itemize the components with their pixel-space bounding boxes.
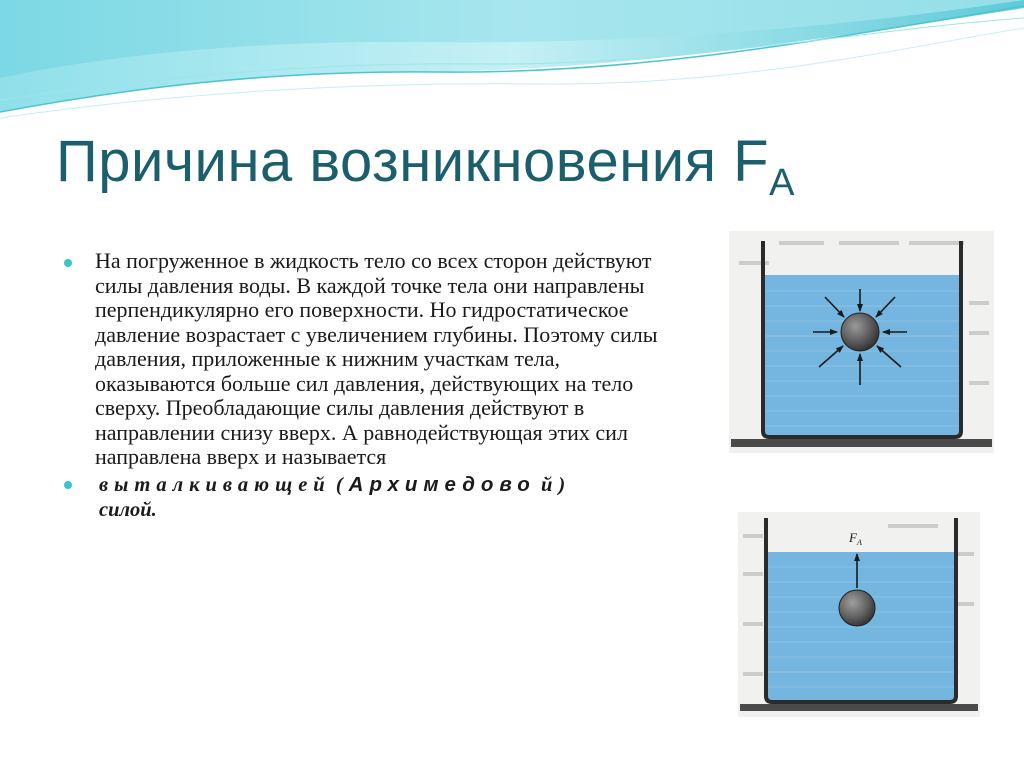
- bullet-marker-icon: [64, 259, 72, 267]
- figure-pressure-forces: [729, 231, 994, 453]
- title-main-text: Причина возникновения F: [56, 129, 770, 194]
- emphasis-word-1: выталкивающей: [99, 473, 331, 496]
- bullet-item: [64, 472, 684, 523]
- bullet-text: На погруженное в жидкость тело со всех сторон действуют силы давления воды. В каждой точке тела они направлены перпендикулярно его поверхности. Но гидростатическое давление возрастает с увеличением глубины. Поэтому силы давления, приложенные к нижним участкам тела, оказываются больше сил давления, действующих на тело сверху. Преобладающие силы давления действуют в направлении снизу вверх. А равнодействующая этих сил направлена вверх и называется: [95, 248, 658, 469]
- figure-buoyant-force: [738, 512, 980, 717]
- emphasis-word-4: силой.: [99, 498, 157, 521]
- emphasis-word-3: й): [540, 473, 572, 496]
- wave-header-decoration: [0, 0, 1024, 140]
- emphasis-paren-open: (: [335, 473, 349, 496]
- bullet-marker-icon: [64, 481, 72, 489]
- submerged-ball: [839, 590, 875, 626]
- force-label-main: F: [849, 530, 857, 545]
- bullet-text-emphasis: [95, 472, 684, 523]
- table-surface: [740, 704, 978, 711]
- bullet-list: [64, 249, 684, 523]
- bullet-item: [64, 249, 684, 470]
- force-label-subscript: A: [856, 538, 862, 547]
- title-subscript: A: [769, 162, 795, 204]
- submerged-ball: [841, 313, 879, 351]
- table-surface: [731, 439, 992, 447]
- emphasis-word-2: Архимедово: [348, 472, 536, 496]
- slide-title: [56, 128, 795, 205]
